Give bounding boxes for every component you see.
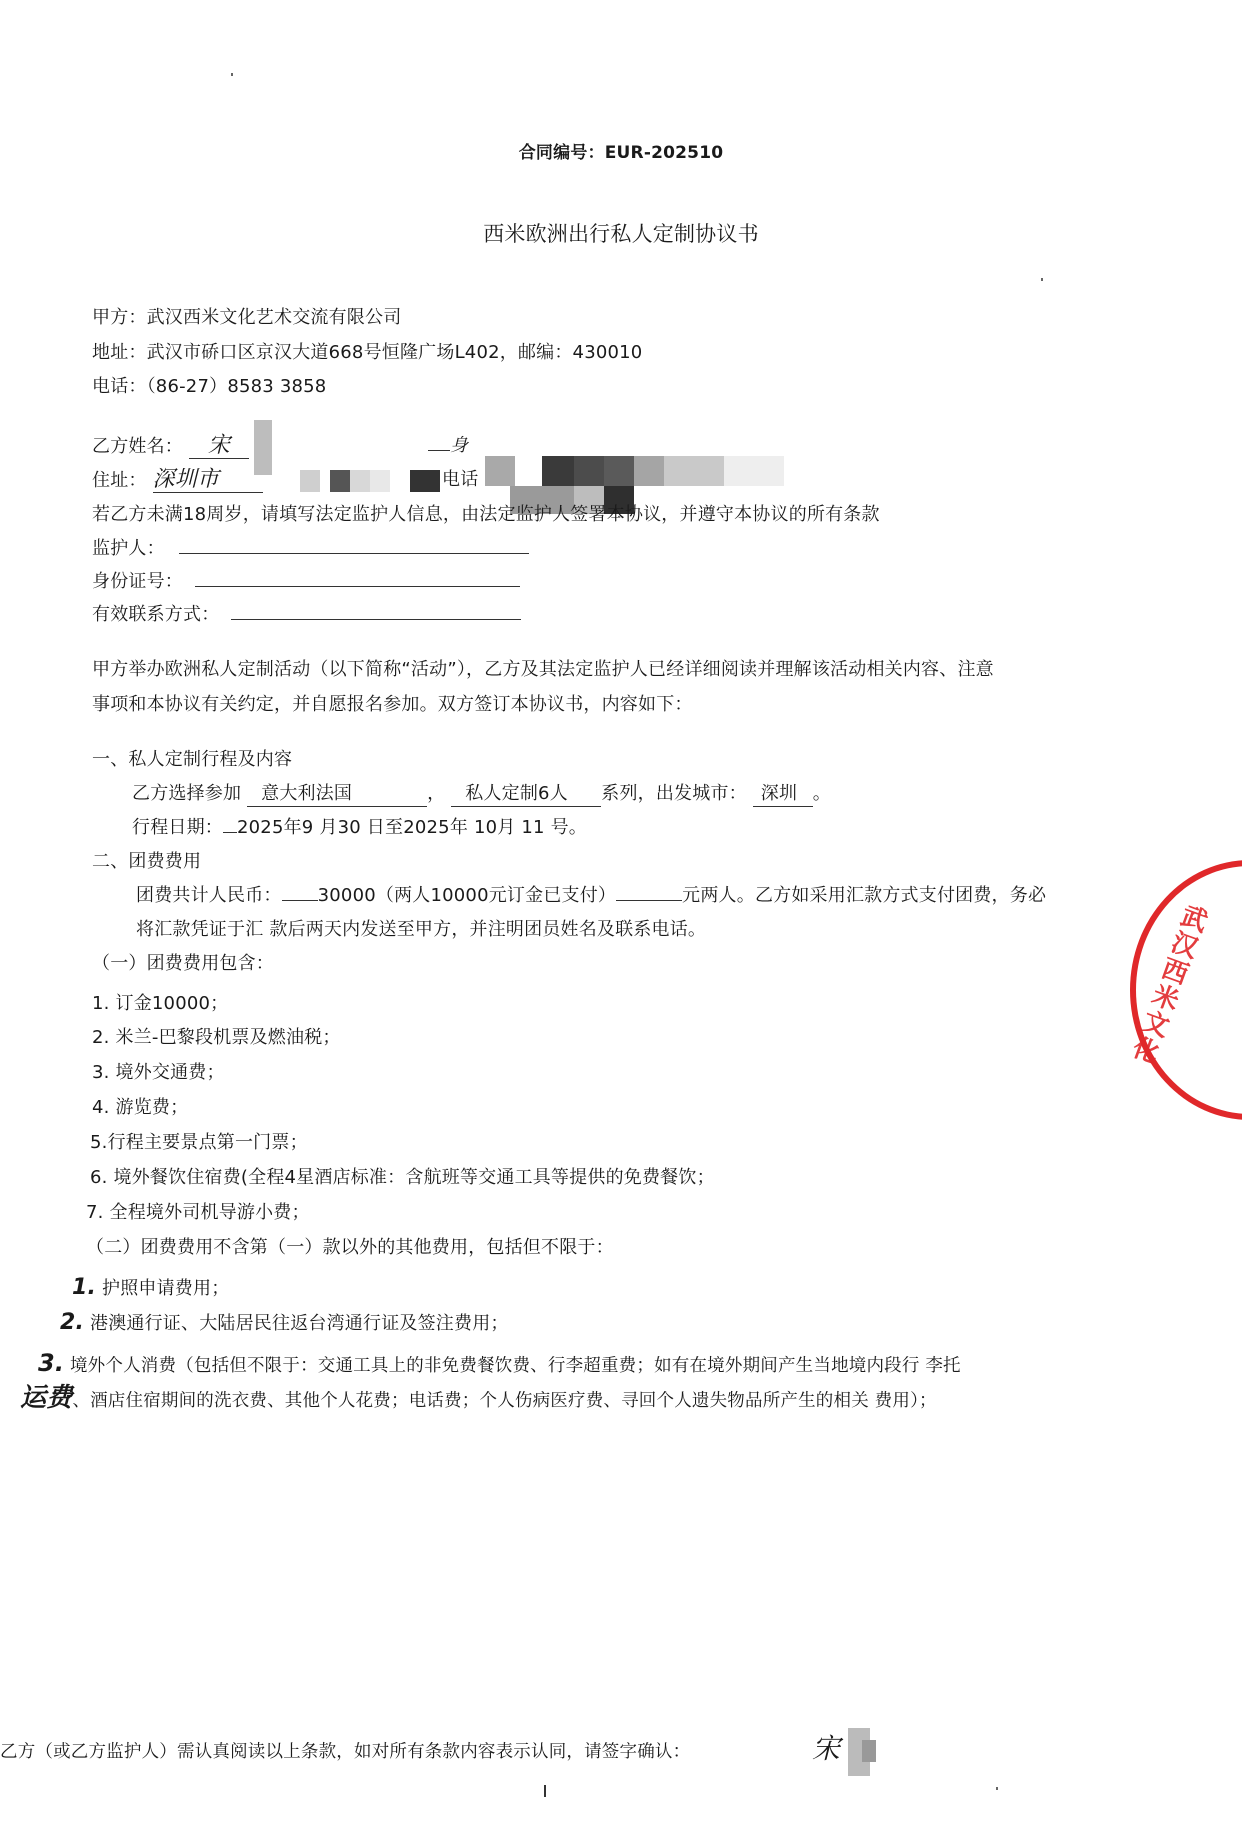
excluded-item-number: 2. (60, 1310, 85, 1335)
guardian-id-row (92, 570, 520, 594)
section-2-heading: 二、团费费用 (92, 851, 202, 872)
scan-speck (996, 1787, 998, 1790)
fee-value[interactable]: 30000（两人10000元订金已支付） (317, 885, 617, 906)
party-b-name-field[interactable]: 宋 (189, 434, 249, 459)
guardian-name-label: 监护人： (92, 538, 165, 559)
fee-line-2: 将汇款凭证于汇 款后两天内发送至甲方，并注明团员姓名及联系电话。 (136, 919, 707, 940)
scan-speck (544, 1785, 546, 1797)
excluded-item-text: 护照申请费用； (102, 1278, 230, 1299)
choose-prefix: 乙方选择参加 (132, 783, 242, 804)
excluded-item-cont-text: 、酒店住宿期间的洗衣费、其他个人花费；电话费；个人伤病医疗费、寻回个人遗失物品所产生的相关 费用）； (72, 1391, 937, 1411)
party-a-address-label: 地址： (92, 342, 147, 363)
fee-suffix: 元两人。乙方如采用汇款方式支付团费，务必 (682, 885, 1047, 906)
section-1-dates (132, 816, 587, 840)
signature-statement: 乙方（或乙方监护人）需认真阅读以上条款，如对所有条款内容表示认同，请签字确认： (0, 1742, 691, 1762)
signature-redaction (862, 1740, 876, 1762)
fee-underline-post (616, 900, 682, 901)
departure-city-value: 深圳 (760, 783, 798, 804)
guardian-contact-field[interactable] (231, 619, 521, 620)
company-seal-text: 武汉西米文化 (1125, 899, 1211, 1068)
series-suffix: 系列，出发城市： (601, 783, 747, 804)
included-item: 5.行程主要景点第一门票； (90, 1132, 308, 1153)
destination-value: 意大利法国 (261, 783, 353, 804)
party-b-name-label: 乙方姓名： (92, 436, 183, 457)
document-title: 西米欧洲出行私人定制协议书 (483, 222, 759, 246)
party-b-address-field[interactable]: 深圳市 (153, 468, 263, 493)
departure-city-field[interactable] (753, 782, 813, 807)
party-a-phone-label: 电话： (92, 376, 147, 397)
guardian-contact-row (92, 603, 521, 627)
party-a-name (92, 306, 401, 330)
series-value: 私人定制6人 (465, 783, 568, 804)
contract-number (0, 141, 1242, 165)
dates-value: 2025年9 月30 日至2025年 10月 11 号。 (237, 817, 587, 838)
included-item: 2. 米兰-巴黎段机票及燃油税； (92, 1027, 341, 1048)
signature-field[interactable]: 宋 (812, 1732, 841, 1765)
excluded-item-number: 1. (72, 1275, 97, 1300)
preamble-line-1: 甲方举办欧洲私人定制活动（以下简称“活动”），乙方及其法定监护人已经详细阅读并理解该活动相关内容、注意 (92, 659, 994, 680)
included-item: 6. 境外餐饮住宿费(全程4星酒店标准：含航班等交通工具等提供的免费餐饮； (90, 1167, 715, 1188)
section-1-heading: 一、私人定制行程及内容 (92, 749, 293, 770)
party-a-name-label: 甲方： (92, 307, 147, 328)
guardian-name-field[interactable] (179, 553, 529, 554)
guardian-name-row (92, 537, 529, 561)
included-item: 3. 境外交通费； (92, 1062, 225, 1083)
guardian-contact-label: 有效联系方式： (92, 604, 220, 625)
excluded-item-cont-handwritten: 运费 (20, 1383, 73, 1413)
party-b-address-row (92, 468, 263, 493)
dates-underline (223, 832, 237, 833)
excluded-item (60, 1311, 509, 1336)
excluded-item-text: 港澳通行证、大陆居民往返台湾通行证及签注费用； (90, 1313, 509, 1334)
guardian-id-field[interactable] (195, 586, 520, 587)
preamble-line-2: 事项和本协议有关约定，并自愿报名参加。双方签订本协议书，内容如下： (92, 694, 693, 715)
party-a-name-value: 武汉西米文化艺术交流有限公司 (146, 307, 402, 328)
minor-notice: 若乙方未满18周岁，请填写法定监护人信息，由法定监护人签署本协议，并遵守本协议的所有条款 (92, 504, 880, 525)
included-item: 1. 订金10000； (92, 993, 229, 1014)
guardian-id-label: 身份证号： (92, 571, 183, 592)
scan-speck (1041, 278, 1043, 281)
section-1-choice: 乙方选择参加 意大利法国 ， 私人定制6人 系列，出发城市： 深圳 。 (132, 782, 831, 807)
excluded-item-text: 境外个人消费（包括但不限于：交通工具上的非免费餐饮费、行李超重费；如有在境外期间产生当地境内段行 李托 (69, 1356, 961, 1376)
party-b-phone-label: 电话 (442, 469, 479, 490)
party-a-address-value: 武汉市硚口区京汉大道668号恒隆广场L402，邮编：430010 (146, 342, 643, 363)
included-item: 4. 游览费； (92, 1097, 189, 1118)
party-b-id-label-partial (428, 434, 468, 458)
party-b-id-label: 身 (450, 435, 469, 456)
included-item: 7. 全程境外司机导游小费； (86, 1202, 310, 1223)
end-mark: 。 (812, 783, 831, 804)
party-b-address-label: 住址： (92, 470, 147, 491)
excluded-item (38, 1351, 961, 1378)
destination-field[interactable] (247, 782, 427, 807)
excluded-item (72, 1276, 229, 1301)
contract-number-value: EUR-202510 (604, 143, 724, 163)
scan-speck (231, 73, 233, 76)
excluded-heading: （二）团费费用不含第（一）款以外的其他费用，包括但不限于： (86, 1237, 614, 1258)
party-a-phone (92, 375, 326, 399)
contract-number-label: 合同编号： (518, 143, 605, 163)
party-a-address (92, 341, 642, 365)
party-a-phone-value: （86-27）8583 3858 (146, 376, 327, 397)
excluded-item-continuation (20, 1383, 937, 1413)
excluded-item-number: 3. (38, 1349, 65, 1377)
fee-underline-pre (282, 900, 318, 901)
included-heading: （一）团费费用包含： (92, 953, 274, 974)
party-b-name-row (92, 434, 249, 459)
series-field[interactable] (451, 782, 601, 807)
dates-label: 行程日期： (132, 817, 223, 838)
fee-label: 团费共计人民币： (136, 885, 282, 906)
fee-line (136, 884, 1046, 908)
party-b-id-underline (428, 450, 450, 451)
